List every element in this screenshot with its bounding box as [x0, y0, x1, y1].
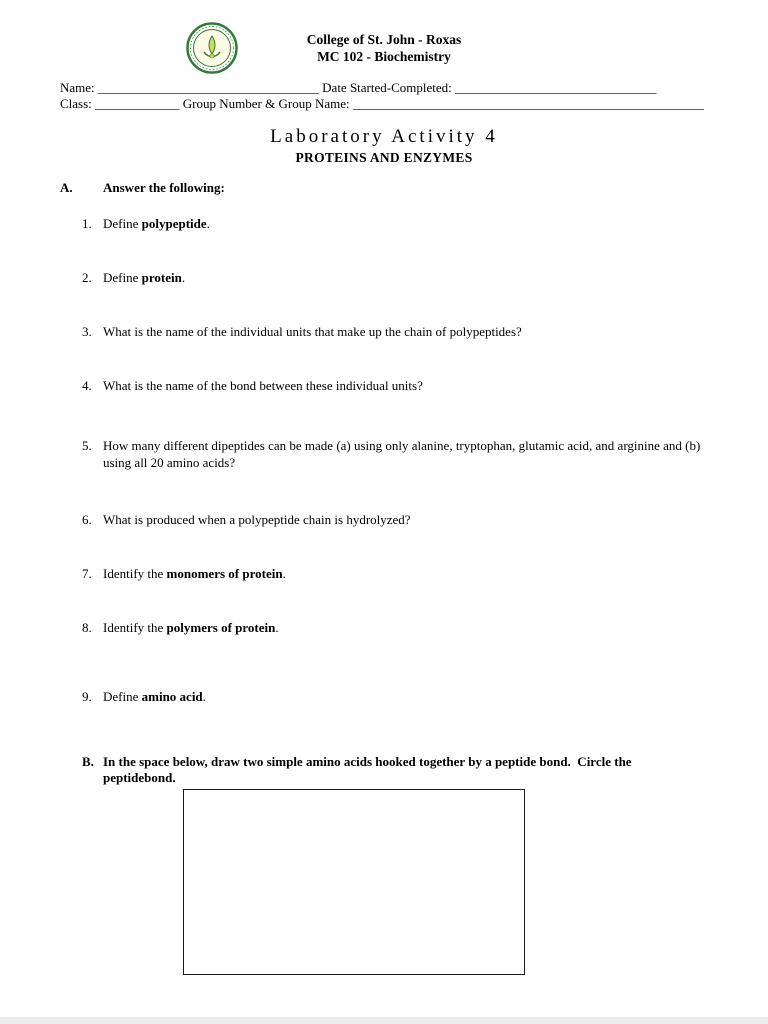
question-number: 7.	[82, 566, 92, 581]
question-text: How many different dipeptides can be made (a) using only alanine, tryptophan, glutamic acid, and arginine and (b) using all 20 amino acids?	[103, 438, 701, 470]
date-blank-line: _______________________________	[455, 80, 657, 95]
activity-subtitle: PROTEINS AND ENZYMES	[295, 150, 473, 165]
activity-title: Laboratory Activity 4	[270, 126, 498, 147]
section-b-text: In the space below, draw two simple amino acids hooked together by a peptide bond. Circle the peptidebond.	[103, 754, 635, 785]
college-name: College of St. John - Roxas	[306, 32, 462, 47]
question-number: 4.	[82, 378, 92, 393]
question-number: 8.	[82, 620, 92, 635]
course-name: MC 102 - Biochemistry	[317, 49, 451, 64]
section-a-text: Answer the following:	[103, 180, 225, 195]
question-number: 6.	[82, 512, 92, 527]
question-7	[82, 565, 708, 582]
question-2	[82, 269, 708, 286]
name-label: Name:	[60, 80, 98, 95]
name-blank-line: __________________________________	[97, 80, 319, 95]
question-5	[82, 437, 708, 471]
question-6	[82, 511, 708, 528]
question-4	[82, 377, 708, 394]
question-number: 1.	[82, 216, 92, 231]
question-text: Identify the polymers of protein.	[103, 620, 279, 635]
question-text: What is the name of the individual units that make up the chain of polypeptides?	[103, 324, 522, 339]
group-label: Group Number & Group Name:	[179, 96, 353, 111]
section-a-heading	[60, 180, 712, 196]
section-b-heading	[82, 754, 702, 786]
drawing-area-box	[183, 789, 525, 975]
name-date-line	[60, 80, 712, 96]
question-number: 2.	[82, 270, 92, 285]
question-number: 5.	[82, 438, 92, 453]
question-8	[82, 619, 708, 636]
question-number: 3.	[82, 324, 92, 339]
question-number: 9.	[82, 689, 92, 704]
class-group-line	[60, 96, 712, 112]
question-9	[82, 688, 708, 705]
question-1	[82, 215, 708, 232]
section-a-letter: A.	[60, 180, 73, 195]
date-label: Date Started-Completed:	[318, 80, 456, 95]
question-text: Define polypeptide.	[103, 216, 210, 231]
class-blank-line: _____________	[95, 96, 180, 111]
question-text: What is produced when a polypeptide chain is hydrolyzed?	[103, 512, 411, 527]
question-text: Define amino acid.	[103, 689, 206, 704]
question-3	[82, 323, 708, 340]
section-b-letter: B.	[82, 754, 94, 769]
question-text: What is the name of the bond between these individual units?	[103, 378, 423, 393]
college-seal-logo	[186, 22, 238, 74]
group-blank-line: ______________________________________________________	[352, 96, 704, 111]
page-bottom-shade	[0, 1017, 768, 1024]
question-text: Identify the monomers of protein.	[103, 566, 286, 581]
question-text: Define protein.	[103, 270, 186, 285]
class-label: Class:	[60, 96, 96, 111]
